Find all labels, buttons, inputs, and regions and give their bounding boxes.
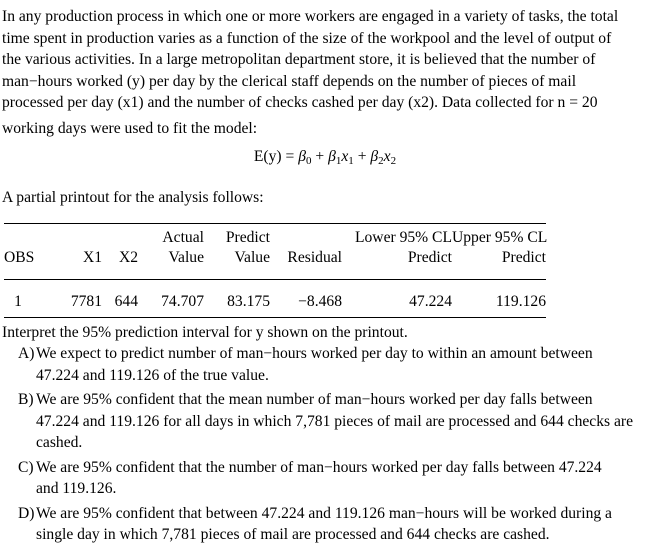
beta-1: β [328,148,336,165]
beta-2-subscript: 2 [378,155,384,167]
intro-line: In any production process in which one or more workers are engaged in a variety of tasks, the total [2,8,619,25]
x2-subscript: 2 [390,155,397,167]
option-letter: C) [18,458,34,476]
option-d[interactable] [0,503,650,546]
option-text [36,457,650,500]
model-equation [0,146,650,168]
table-row [4,280,546,318]
plus-sign: + [353,148,371,165]
variable-x1: x [341,148,349,165]
option-text [36,503,650,546]
option-line: single day in which 7,781 pieces of mail are processed and 644 checks are cashed. [36,526,550,543]
problem-statement [2,6,646,139]
cell-upper-cl: 119.126 [495,293,546,310]
x1-subscript: 1 [348,155,354,167]
cell-predict-value: 83.175 [227,293,270,310]
printout-header-row [4,224,546,280]
column-header-actual-value: Actual Value [162,229,204,266]
option-b[interactable] [0,389,650,454]
cell-obs: 1 [14,293,22,310]
option-line: cashed. [36,434,83,451]
intro-line: time spent in production varies as a function of the size of the workpool and the level of output of [2,29,612,47]
beta-1-subscript: 1 [335,155,342,167]
intro-line: working days were used to fit the model: [2,119,258,137]
printout-table [4,224,546,318]
option-line: We are 95% confident that the mean number of man−hours worked per day falls between [36,391,593,408]
beta-0: β [298,148,306,165]
column-header-predict-value: Predict Value [225,229,270,266]
variable-x2: x [383,148,391,165]
option-c[interactable] [0,457,650,500]
option-line: We are 95% confident that between 47.224 and 119.126 man−hours will be worked during a [36,504,612,522]
option-line: and 119.126. [36,480,117,497]
question-text: Interpret the 95% prediction interval for y shown on the printout. [2,324,408,341]
option-line: We are 95% confident that the number of man−hours worked per day falls between 47.224 [36,458,602,476]
beta-2: β [370,148,379,165]
option-a[interactable] [0,343,650,386]
option-line: 47.224 and 119.126 of the true value. [36,366,269,384]
equation-lhs: E(y) = [253,148,299,165]
column-header-x1: X1 [82,248,102,266]
option-letter: A) [18,345,35,362]
column-header-x2: X2 [118,248,138,266]
intro-line: man−hours worked (y) per day by the clerical staff depends on the number of pieces of mail [2,72,577,90]
regression-printout [4,223,546,318]
option-letter: B) [18,391,34,408]
answer-options [0,343,650,549]
printout-intro: A partial printout for the analysis follows: [2,189,264,206]
intro-line: processed per day (x1) and the number of checks cashed per day (x2). Data collected for n = 20 [2,94,598,111]
cell-residual: −8.468 [298,293,342,310]
cell-actual-value: 74.707 [161,293,204,310]
column-header-upper-cl: Upper 95% CL Predict [452,229,548,266]
option-letter: D) [18,504,35,522]
option-line: We expect to predict number of man−hours worked per day to within an amount between [36,345,593,362]
cell-x2: 644 [114,293,138,310]
column-header-lower-cl: Lower 95% CL Predict [354,229,452,266]
column-header-obs: OBS [4,248,35,266]
beta-0-subscript: 0 [306,155,312,167]
column-header-residual: Residual [287,248,342,266]
option-text [36,389,650,454]
option-text [36,343,650,386]
intro-line: the various activities. In a large metropolitan department store, it is believed that the number of [2,51,596,68]
option-line: 47.224 and 119.126 for all days in which 7,781 pieces of mail are processed and 644 checks are [36,412,634,430]
plus-sign: + [311,148,329,165]
cell-lower-cl: 47.224 [409,293,452,310]
cell-x1: 7781 [70,293,102,310]
